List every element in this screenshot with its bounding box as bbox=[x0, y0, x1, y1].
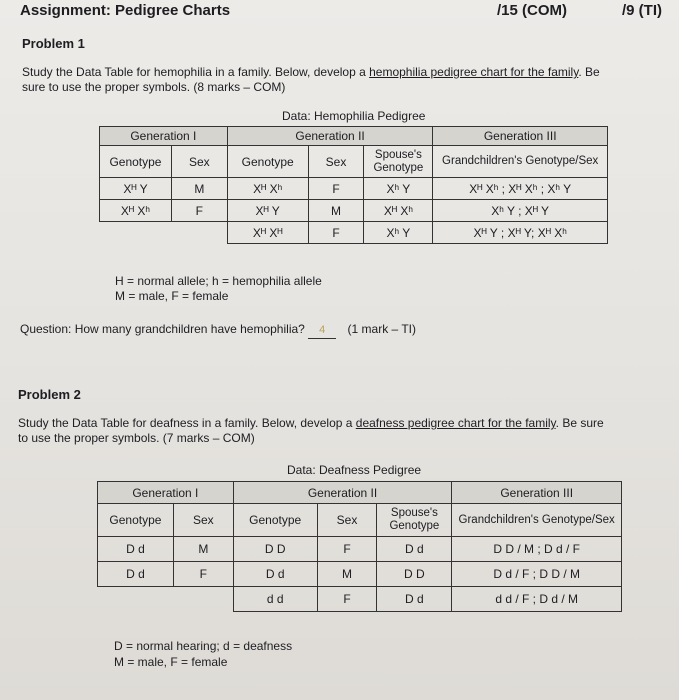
problem1-legend-sex: M = male, F = female bbox=[115, 289, 229, 303]
col-genotype: Genotype bbox=[100, 146, 172, 178]
cell-gen1-sex: M bbox=[173, 537, 233, 562]
col-sex: Sex bbox=[171, 146, 227, 178]
col-sex: Sex bbox=[308, 146, 364, 178]
cell-gen2-genotype: Xᴴ Xʰ bbox=[227, 178, 308, 200]
cell-gen2-sex: F bbox=[317, 587, 377, 612]
problem2-table-title: Data: Deafness Pedigree bbox=[287, 463, 422, 477]
score-com: /15 (COM) bbox=[497, 2, 568, 19]
cell-grandchildren: Xʰ Y ; Xᴴ Y bbox=[433, 200, 608, 222]
gen1-header: Generation I bbox=[100, 127, 228, 146]
problem1-question bbox=[20, 322, 416, 339]
table-generation-row bbox=[100, 127, 608, 146]
col-spouse-genotype: Spouse's Genotype bbox=[377, 504, 452, 537]
table-row bbox=[100, 178, 608, 200]
problem2-legend-sex: M = male, F = female bbox=[114, 655, 228, 669]
problem2-instructions-line2: to use the proper symbols. (7 marks – COM) bbox=[18, 431, 255, 445]
cell-grandchildren: Xᴴ Y ; Xᴴ Y; Xᴴ Xʰ bbox=[433, 222, 608, 244]
gen3-header: Generation III bbox=[433, 127, 608, 146]
cell-grandchildren: d d / F ; D d / M bbox=[452, 587, 622, 612]
gen1-header: Generation I bbox=[98, 482, 234, 504]
table-row bbox=[98, 587, 622, 612]
table-row bbox=[98, 537, 622, 562]
table-row bbox=[98, 562, 622, 587]
col-spouse-genotype: Spouse's Genotype bbox=[364, 146, 433, 178]
cell-spouse-genotype: D d bbox=[377, 587, 452, 612]
table-column-header-row bbox=[100, 146, 608, 178]
problem2-instr-text-end: . Be sure bbox=[555, 416, 604, 430]
col-grandchildren: Grandchildren's Genotype/Sex bbox=[452, 504, 622, 537]
gen2-header: Generation II bbox=[233, 482, 452, 504]
cell-gen2-genotype: D d bbox=[233, 562, 317, 587]
problem2-legend-alleles: D = normal hearing; d = deafness bbox=[114, 639, 293, 653]
cell-gen1-sex: M bbox=[171, 178, 227, 200]
cell-gen2-sex: F bbox=[317, 537, 377, 562]
deafness-data-table bbox=[97, 481, 622, 612]
cell-spouse-genotype: D D bbox=[377, 562, 452, 587]
cell-gen1-genotype bbox=[100, 222, 172, 244]
table-row bbox=[100, 222, 608, 244]
cell-gen1-sex: F bbox=[171, 200, 227, 222]
problem1-instr-underlined: hemophilia pedigree chart for the family bbox=[369, 65, 579, 79]
cell-gen2-genotype: Xᴴ Xᴴ bbox=[227, 222, 308, 244]
cell-gen2-genotype: D D bbox=[233, 537, 317, 562]
table-row bbox=[100, 200, 608, 222]
problem2-instr-text: Study the Data Table for deafness in a family. Below, develop a bbox=[18, 416, 356, 430]
cell-gen2-sex: F bbox=[308, 178, 364, 200]
cell-gen1-genotype: Xᴴ Y bbox=[100, 178, 172, 200]
col-sex: Sex bbox=[173, 504, 233, 537]
cell-spouse-genotype: D d bbox=[377, 537, 452, 562]
cell-gen2-genotype: d d bbox=[233, 587, 317, 612]
cell-gen1-sex bbox=[173, 587, 233, 612]
cell-gen1-sex: F bbox=[173, 562, 233, 587]
table-column-header-row bbox=[98, 504, 622, 537]
hemophilia-data-table bbox=[99, 126, 608, 244]
cell-gen1-genotype: D d bbox=[98, 537, 174, 562]
table-generation-row bbox=[98, 482, 622, 504]
problem1-instructions-line2: sure to use the proper symbols. (8 marks – COM) bbox=[22, 80, 286, 94]
gen3-header: Generation III bbox=[452, 482, 622, 504]
cell-gen2-sex: F bbox=[308, 222, 364, 244]
cell-spouse-genotype: Xʰ Y bbox=[364, 222, 433, 244]
score-ti: /9 (TI) bbox=[622, 2, 662, 19]
assignment-title: Assignment: Pedigree Charts bbox=[20, 2, 231, 19]
cell-gen2-sex: M bbox=[308, 200, 364, 222]
cell-gen1-genotype bbox=[98, 587, 174, 612]
cell-gen1-sex bbox=[171, 222, 227, 244]
col-sex: Sex bbox=[317, 504, 377, 537]
problem1-table-title: Data: Hemophilia Pedigree bbox=[282, 109, 426, 123]
col-genotype: Genotype bbox=[98, 504, 174, 537]
question-marks: (1 mark – TI) bbox=[347, 322, 416, 336]
cell-gen2-sex: M bbox=[317, 562, 377, 587]
col-grandchildren: Grandchildren's Genotype/Sex bbox=[433, 146, 608, 178]
question-text: Question: How many grandchildren have hemophilia? bbox=[20, 322, 305, 336]
cell-gen2-genotype: Xᴴ Y bbox=[227, 200, 308, 222]
cell-gen1-genotype: D d bbox=[98, 562, 174, 587]
cell-spouse-genotype: Xᴴ Xʰ bbox=[364, 200, 433, 222]
problem1-legend-alleles: H = normal allele; h = hemophilia allele bbox=[115, 274, 322, 288]
problem1-instr-text: Study the Data Table for hemophilia in a family. Below, develop a bbox=[22, 65, 370, 79]
problem1-instructions-line1 bbox=[22, 65, 600, 80]
problem2-heading: Problem 2 bbox=[18, 387, 81, 402]
problem1-heading: Problem 1 bbox=[22, 36, 85, 51]
problem2-instructions-line1 bbox=[18, 416, 604, 431]
gen2-header: Generation II bbox=[227, 127, 433, 146]
cell-grandchildren: D D / M ; D d / F bbox=[452, 537, 622, 562]
col-genotype: Genotype bbox=[227, 146, 308, 178]
cell-gen1-genotype: Xᴴ Xʰ bbox=[100, 200, 172, 222]
col-genotype: Genotype bbox=[233, 504, 317, 537]
problem2-instr-underlined: deafness pedigree chart for the family bbox=[355, 416, 556, 430]
cell-grandchildren: D d / F ; D D / M bbox=[452, 562, 622, 587]
cell-spouse-genotype: Xʰ Y bbox=[364, 178, 433, 200]
cell-grandchildren: Xᴴ Xʰ ; Xᴴ Xʰ ; Xʰ Y bbox=[433, 178, 608, 200]
problem1-instr-text-end: . Be bbox=[578, 65, 600, 79]
answer-blank[interactable]: 4 bbox=[308, 323, 336, 339]
